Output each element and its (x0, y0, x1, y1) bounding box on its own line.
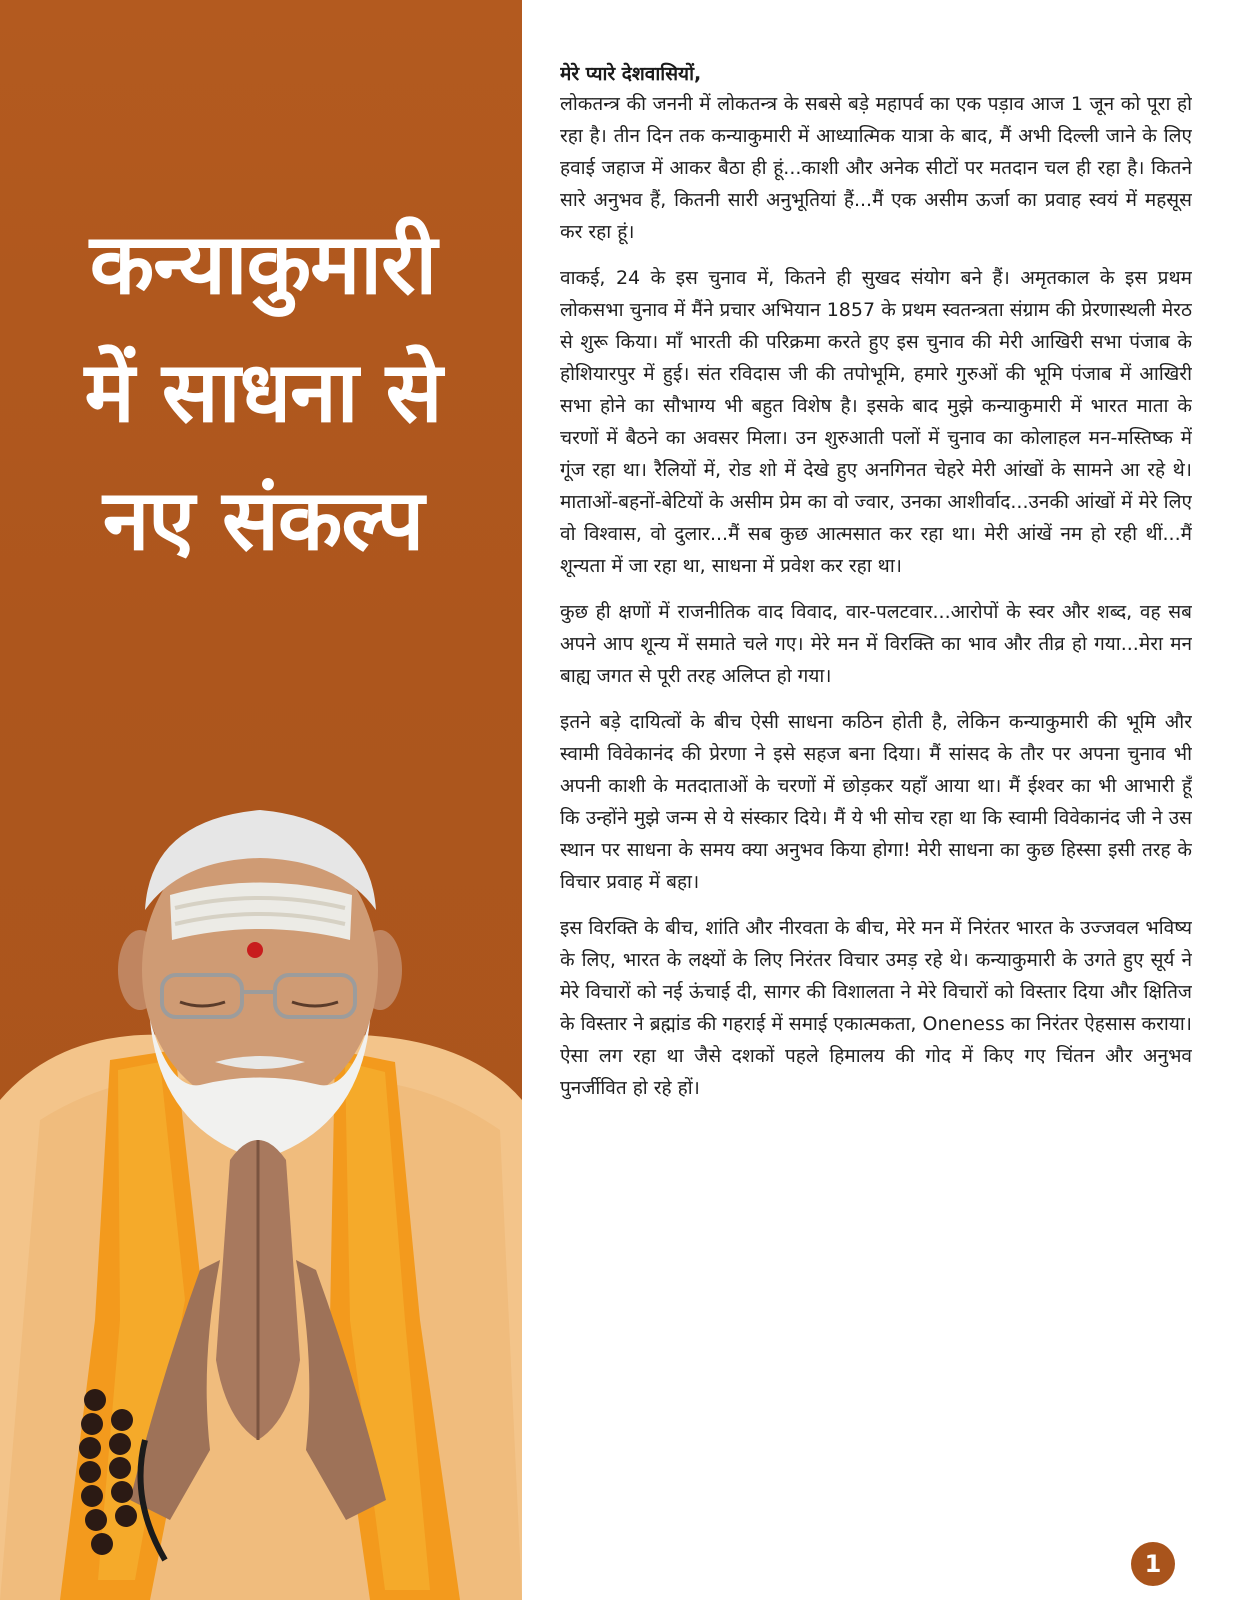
salutation: मेरे प्यारे देशवासियों, (560, 63, 702, 85)
title-line-1: कन्याकुमारी (89, 215, 437, 313)
paragraph-2: वाकई, 24 के इस चुनाव में, कितने ही सुखद संयोग बने हैं। अमृतकाल के इस प्रथम लोकसभा चुनाव में मैंने प्रचार अभियान 1857 के प्रथम स्वतन्त्रता संग्राम की प्रेरणास्थली मेरठ से शुरू किया। माँ भारती की परिक्रमा करते हुए इस चुनाव की मेरी आखिरी सभा पंजाब के होशियारपुर में हुई। संत रविदास जी की तपोभूमि, हमारे गुरुओं की भूमि पंजाब में आखिरी सभा होने का सौभाग्य भी बहुत विशेष है। इसके बाद मुझे कन्याकुमारी में भारत माता के चरणों में बैठने का अवसर मिला। उन शुरुआती पलों में चुनाव का कोलाहल मन-मस्तिष्क में गूंज रहा था। रैलियों में, रोड शो में देखे हुए अनगिनत चेहरे मेरी आंखों के सामने आ रहे थे। माताओं-बहनों-बेटियों के असीम प्रेम का वो ज्वार, उनका आशीर्वाद...उनकी आंखों में मेरे लिए वो विश्वास, वो दुलार...मैं सब कुछ आत्मसात कर रहा था। मेरी आंखें नम हो रही थीं...मैं शून्यता में जा रहा था, साधना में प्रवेश कर रहा था। (560, 267, 1192, 577)
title-line-3: नए संकल्प (102, 471, 424, 569)
paragraph-3: कुछ ही क्षणों में राजनीतिक वाद विवाद, वार-पलटवार...आरोपों के स्वर और शब्द, वह सब अपने आप शून्य में समाते चले गए। मेरे मन में विरक्ति का भाव और तीव्र हो गया...मेरा मन बाह्य जगत से पूरी तरह अलिप्त हो गया। (560, 601, 1192, 687)
paragraph-1: लोकतन्त्र की जननी में लोकतन्त्र के सबसे बड़े महापर्व का एक पड़ाव आज 1 जून को पूरा हो रहा है। तीन दिन तक कन्याकुमारी में आध्यात्मिक यात्रा के बाद, मैं अभी दिल्ली जाने के लिए हवाई जहाज में आकर बैठा ही हूं...काशी और अनेक सीटों पर मतदान चल ही रहा है। कितने सारे अनुभव हैं, कितनी सारी अनुभूतियां हैं...मैं एक असीम ऊर्जा का प्रवाह स्वयं में महसूस कर रहा हूं। (560, 93, 1192, 243)
page-number-badge: 1 (1131, 1542, 1175, 1586)
page-title (18, 200, 508, 584)
praying-person-photo (0, 800, 522, 1600)
left-panel (0, 0, 522, 1600)
title-line-2: में साधना से (84, 343, 442, 441)
paragraph-5: इस विरक्ति के बीच, शांति और नीरवता के बीच, मेरे मन में निरंतर भारत के उज्जवल भविष्य के लिए, भारत के लक्ष्यों के लिए निरंतर विचार उमड़ रहे थे। कन्याकुमारी के उगते हुए सूर्य ने मेरे विचारों को नई ऊंचाई दी, सागर की विशालता ने मेरे विचारों को विस्तार दिया और क्षितिज के विस्तार ने ब्रह्मांड की गहराई में समाई एकात्मकता, Oneness का निरंतर ऐहसास कराया। ऐसा लग रहा था जैसे दशकों पहले हिमालय की गोद में किए गए चिंतन और अनुभव पुनर्जीवित हो रहे हों। (560, 917, 1192, 1099)
paragraph-4: इतने बड़े दायित्वों के बीच ऐसी साधना कठिन होती है, लेकिन कन्याकुमारी की भूमि और स्वामी विवेकानंद की प्रेरणा ने इसे सहज बना दिया। मैं सांसद के तौर पर अपना चुनाव भी अपनी काशी के मतदाताओं के चरणों में छोड़कर यहाँ आया था। मैं ईश्वर का भी आभारी हूँ कि उन्होंने मुझे जन्म से ये संस्कार दिये। मैं ये भी सोच रहा था कि स्वामी विवेकानंद जी ने उस स्थान पर साधना के समय क्या अनुभव किया होगा! मेरी साधना का कुछ हिस्सा इसी तरह के विचार प्रवाह में बहा। (560, 711, 1192, 893)
letter-body (560, 60, 1192, 1500)
